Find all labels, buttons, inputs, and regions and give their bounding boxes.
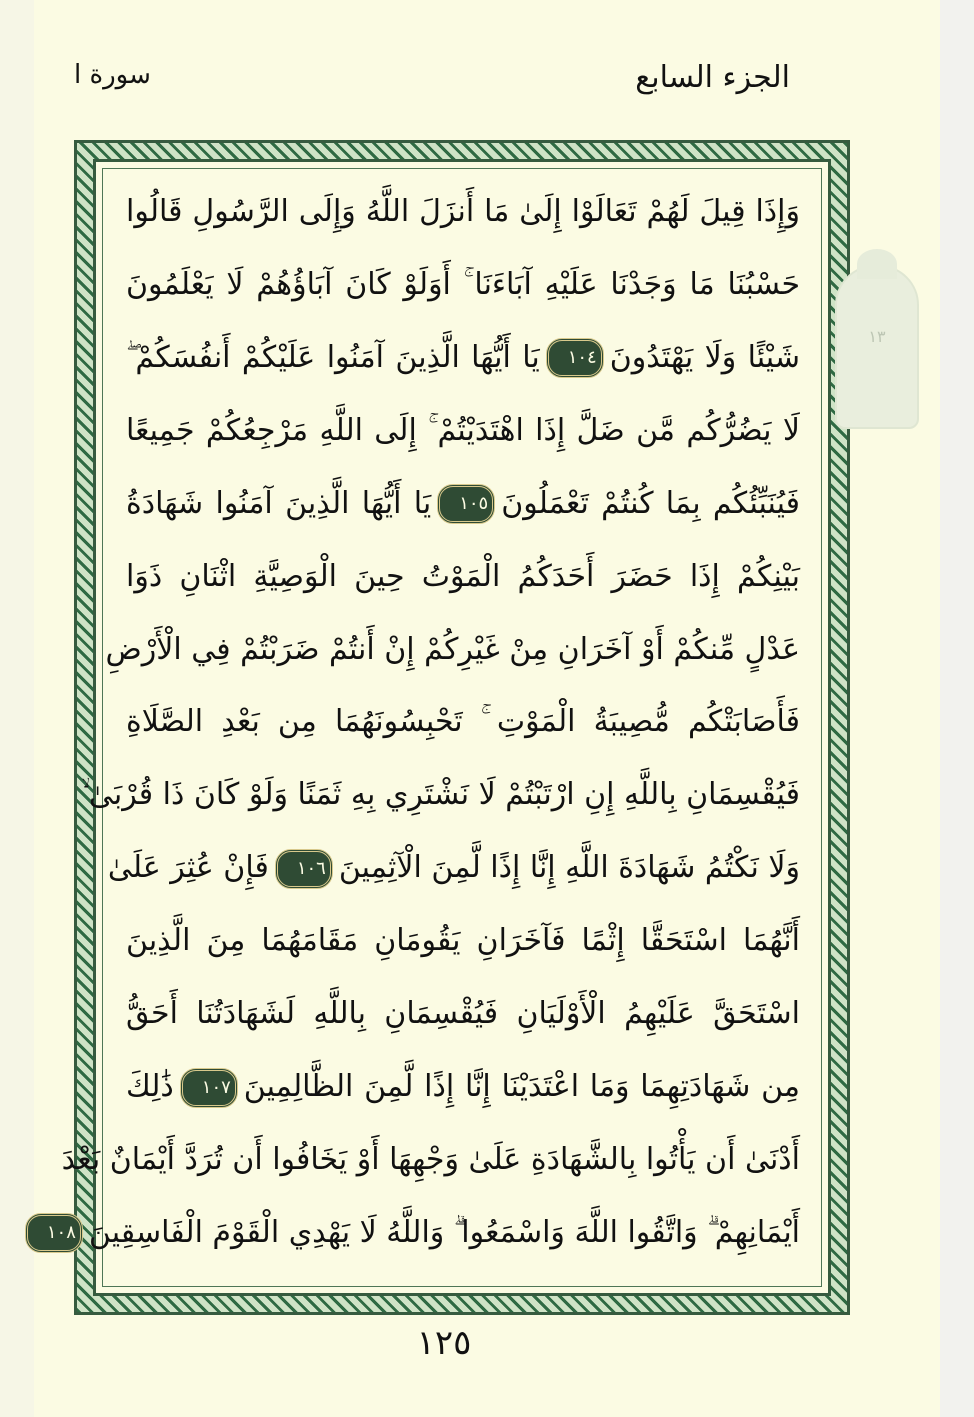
line-text: لَا يَضُرُّكُم مَّن ضَلَّ إِذَا اهْتَدَيْتُمْ ۚ إِلَى اللَّهِ مَرْجِعُكُمْ جَمِيعًا [126,412,800,448]
text-panel [46,159,831,1296]
ayah-number-marker: ١٠٨ [25,1213,83,1253]
verse-line-1 [126,182,800,242]
ornamental-frame [46,140,850,1315]
line-text: حَسْبُنَا مَا وَجَدْنَا عَلَيْهِ آبَاءَنَا ۚ أَوَلَوْ كَانَ آبَاؤُهُمْ لَا يَعْلَمُونَ [126,266,800,302]
ayah-number-marker: ١٠٤ [546,338,604,378]
line-text: وَإِذَا قِيلَ لَهُمْ تَعَالَوْا إِلَىٰ مَا أَنزَلَ اللَّهُ وَإِلَى الرَّسُولِ قَالُوا [126,194,800,229]
line-text: شَيْئًا وَلَا يَهْتَدُونَ [609,339,800,375]
verse-line-10 [107,838,800,898]
line-text: أَنَّهُمَا اسْتَحَقَّا إِثْمًا فَآخَرَانِ يَقُومَانِ مَقَامَهُمَا مِنَ الَّذِينَ [126,923,800,959]
line-text: فَإِنْ عُثِرَ عَلَىٰ [107,850,269,886]
line-text: يَا أَيُّهَا الَّذِينَ آمَنُوا عَلَيْكُمْ أَنفُسَكُمْ ۖ [126,339,540,375]
verse-line-9 [81,765,800,825]
verse-line-4 [126,401,800,461]
surah-title: سورة ا [74,60,151,90]
verse-line-11 [126,911,800,971]
line-text: أَيْمَانِهِمْ ۗ وَاتَّقُوا اللَّهَ وَاسْمَعُوا ۗ وَاللَّهُ لَا يَهْدِي الْقَوْمَ الْفَاسِقِينَ [88,1214,800,1250]
medallion-dome [857,249,897,279]
verse-line-15 [46,1203,800,1263]
line-text: فَأَصَابَتْكُم مُّصِيبَةُ الْمَوْتِ ۚ تَحْبِسُونَهُمَا مِن بَعْدِ الصَّلَاةِ [126,704,800,740]
page-header [74,60,790,110]
verse-line-2 [126,255,800,315]
ayah-number-marker: ١٠٥ [437,484,495,524]
verse-line-6 [126,547,800,607]
verse-line-12 [126,984,800,1044]
verse-line-5 [126,474,800,534]
line-text: فَيُقْسِمَانِ بِاللَّهِ إِنِ ارْتَبْتُمْ لَا نَشْتَرِي بِهِ ثَمَنًا وَلَوْ كَانَ ذَا قُرْبَىٰ ۙ [81,777,800,813]
verse-line-7 [105,620,800,680]
juz-title: الجزء السابع [635,60,790,95]
verse-text-block [46,182,801,1263]
line-text: فَيُنَبِّئُكُم بِمَا كُنتُمْ تَعْمَلُونَ [501,485,801,521]
line-text: اسْتَحَقَّ عَلَيْهِمُ الْأَوْلَيَانِ فَيُقْسِمَانِ بِاللَّهِ لَشَهَادَتُنَا أَحَقُّ [126,996,800,1032]
line-text: عَدْلٍ مِّنكُمْ أَوْ آخَرَانِ مِنْ غَيْرِكُمْ إِنْ أَنتُمْ ضَرَبْتُمْ فِي الْأَرْضِ [105,631,800,667]
verse-line-8 [126,692,800,752]
line-text: وَلَا نَكْتُمُ شَهَادَةَ اللَّهِ إِنَّا إِذًا لَّمِنَ الْآثِمِينَ [338,850,800,886]
line-text: ذَٰلِكَ [126,1069,174,1105]
page-number: ١٢٥ [416,1323,472,1363]
line-text: مِن شَهَادَتِهِمَا وَمَا اعْتَدَيْنَا إِنَّا إِذًا لَّمِنَ الظَّالِمِينَ [243,1069,800,1105]
verse-line-13 [126,1057,800,1117]
verse-line-3 [126,328,800,388]
verse-line-14 [61,1130,800,1190]
medallion-label: ١٣ [868,327,886,346]
ayah-number-marker: ١٠٧ [180,1068,238,1108]
ayah-number-marker: ١٠٦ [275,849,333,889]
hizb-medallion-icon [835,265,919,429]
line-text: بَيْنِكُمْ إِذَا حَضَرَ أَحَدَكُمُ الْمَوْتُ حِينَ الْوَصِيَّةِ اثْنَانِ ذَوَا [126,558,800,594]
mushaf-page [34,0,940,1417]
line-text: أَدْنَىٰ أَن يَأْتُوا بِالشَّهَادَةِ عَلَىٰ وَجْهِهَا أَوْ يَخَافُوا أَن تُرَدَّ أَيْمَانٌ بَعْدَ [61,1141,800,1177]
page-right-margin [940,0,974,1417]
line-text: يَا أَيُّهَا الَّذِينَ آمَنُوا شَهَادَةُ [126,485,432,521]
